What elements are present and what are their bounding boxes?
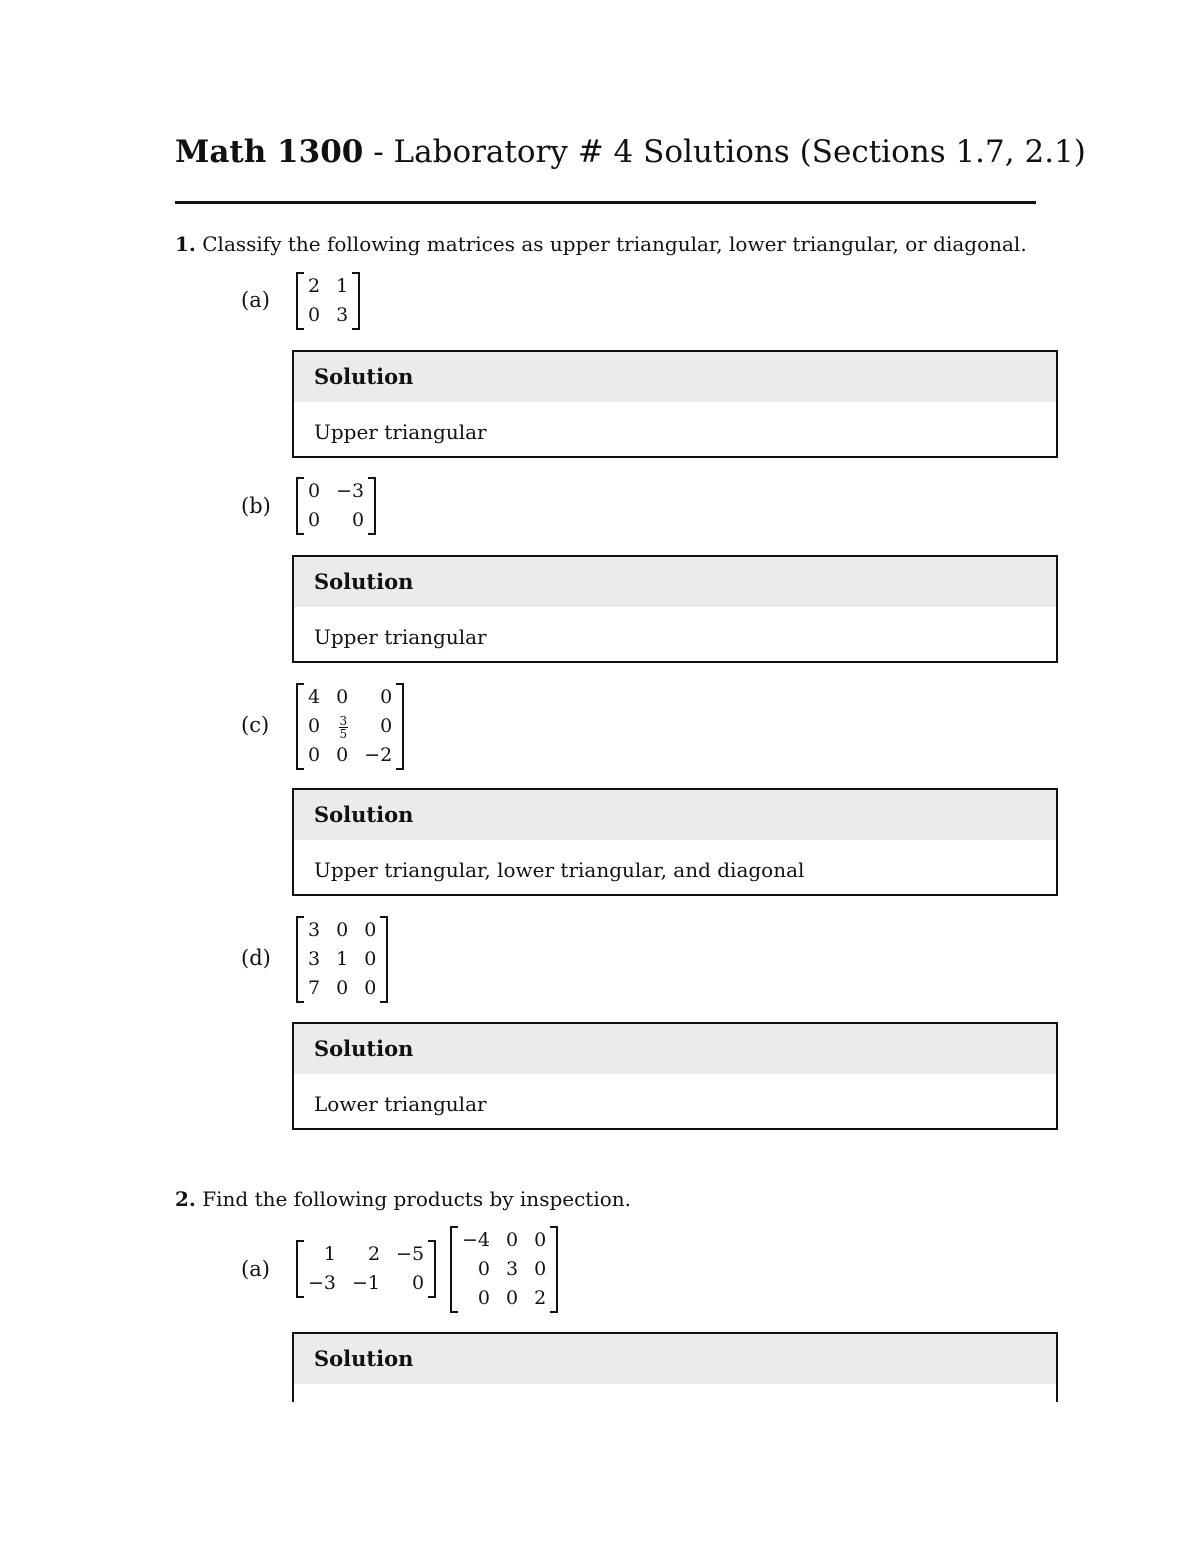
fraction [339,715,349,740]
q1d-solution-box [292,1022,1058,1130]
matrix-cell: 0 [534,1258,547,1280]
matrix-right-bracket [396,683,404,770]
question-2-prompt [175,1187,631,1211]
q1c-solution-box [292,788,1058,896]
matrix-cell: −4 [462,1229,491,1251]
matrix-left-bracket [296,683,304,770]
matrix-cell: −1 [352,1272,381,1294]
matrix-cell: 0 [336,744,349,766]
question-1-number: 1. [175,232,196,256]
matrix-right-bracket [352,272,360,330]
q1b-matrix [296,477,376,535]
fraction-numerator: 3 [339,713,348,728]
matrix-left-bracket [296,272,304,330]
matrix-left-bracket [296,477,304,535]
matrix-cell: −5 [396,1243,425,1265]
title-course: Math 1300 [175,134,364,170]
matrix-cell: 3 [506,1258,519,1280]
matrix-cell: 0 [308,509,321,531]
q1-part-c-label: (c) [241,713,270,737]
matrix-cell: 0 [352,509,365,531]
q1a-solution-box [292,350,1058,458]
solution-heading: Solution [294,557,1056,607]
matrix-cell: −3 [308,1272,337,1294]
q1d-matrix [296,916,388,1003]
matrix-cell: 0 [506,1287,519,1309]
question-1-prompt [175,232,1027,256]
matrix-cell: 0 [380,686,393,708]
matrix-cell: 0 [380,715,393,737]
solution-heading: Solution [294,1024,1056,1074]
matrix-cell: 1 [336,275,349,297]
q1-part-a-label: (a) [241,288,270,312]
matrix-cell: −3 [336,480,365,502]
solution-heading: Solution [294,352,1056,402]
matrix-cell: 0 [411,1272,425,1294]
matrix-cell: 0 [477,1287,491,1309]
matrix-fraction-cell [328,712,356,741]
matrix-cell: 2 [534,1287,547,1309]
matrix-cell: 7 [308,977,321,999]
matrix-cell: 0 [308,480,321,502]
q2a-right-matrix [450,1226,558,1313]
matrix-cell: 0 [308,715,321,737]
matrix-cell: 0 [534,1229,547,1251]
matrix-cell: 3 [308,948,321,970]
matrix-left-bracket [296,916,304,1003]
solution-heading: Solution [294,1334,1056,1384]
matrix-cell: 0 [477,1258,491,1280]
matrix-cell: 2 [367,1243,381,1265]
question-2-number: 2. [175,1187,196,1211]
q2a-left-matrix [296,1240,436,1298]
q1a-matrix [296,272,360,330]
solution-text: Lower triangular [314,1092,487,1116]
title-rest: - Laboratory # 4 Solutions (Sections 1.7, 2.1) [363,134,1086,170]
q2a-solution-box [292,1332,1058,1402]
title-divider [175,201,1036,204]
matrix-cell: 4 [308,686,321,708]
matrix-cell: 0 [364,919,377,941]
solution-text: Upper triangular [314,420,487,444]
solution-text: Upper triangular [314,625,487,649]
matrix-cell: 0 [364,948,377,970]
q2-part-a-label: (a) [241,1257,270,1281]
matrix-cell: 0 [308,304,321,326]
matrix-cell: −2 [364,744,393,766]
matrix-cell: 3 [336,304,349,326]
q1c-matrix [296,683,404,770]
matrix-cell: 3 [308,919,321,941]
matrix-cell: 0 [336,686,349,708]
page-title [175,134,1086,170]
matrix-cell: 0 [506,1229,519,1251]
matrix-cell: 0 [364,977,377,999]
q1-part-d-label: (d) [241,946,271,970]
matrix-right-bracket [550,1226,558,1313]
matrix-cell: 1 [336,948,349,970]
q1-part-b-label: (b) [241,494,271,518]
fraction-denominator: 5 [339,726,348,741]
q1b-solution-box [292,555,1058,663]
matrix-right-bracket [380,916,388,1003]
question-1-text: Classify the following matrices as upper triangular, lower triangular, or diagonal. [195,232,1027,256]
solution-text: Upper triangular, lower triangular, and diagonal [314,858,805,882]
matrix-right-bracket [428,1240,436,1298]
matrix-left-bracket [296,1240,304,1298]
matrix-left-bracket [450,1226,458,1313]
matrix-cell: 0 [336,977,349,999]
solution-body-empty [294,1384,1056,1402]
question-2-text: Find the following products by inspection. [195,1187,632,1211]
matrix-cell: 2 [308,275,321,297]
matrix-right-bracket [368,477,376,535]
matrix-cell: 0 [336,919,349,941]
matrix-cell: 1 [323,1243,337,1265]
solution-heading: Solution [294,790,1056,840]
matrix-cell: 0 [308,744,321,766]
